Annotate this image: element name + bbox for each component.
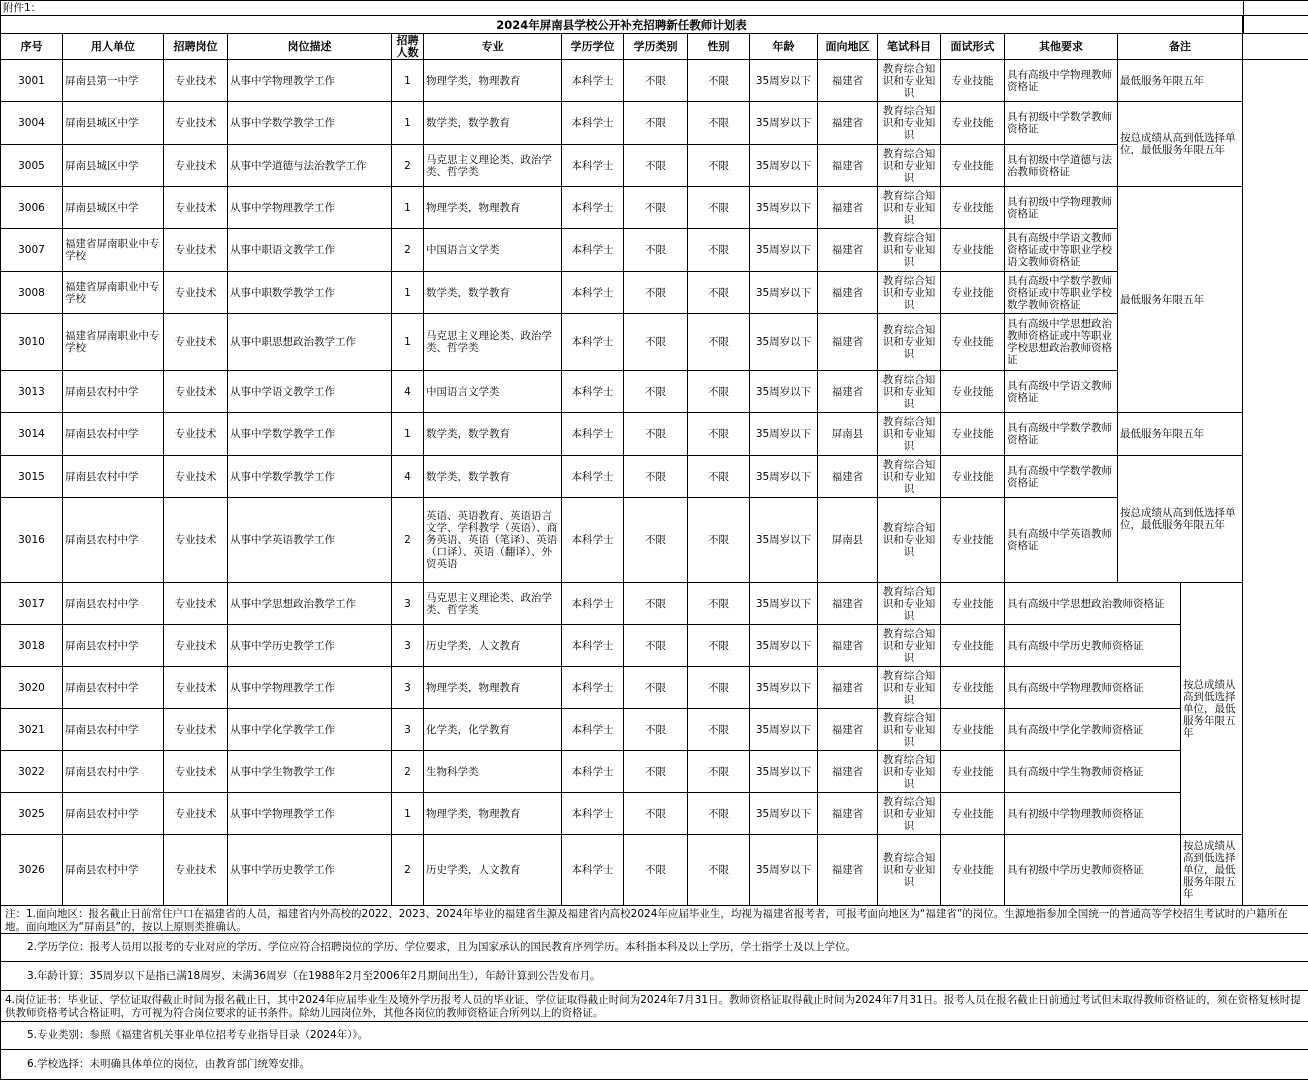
table-cell: 不限: [688, 709, 750, 751]
table-cell: 具有高级中学数学教师资格证: [1005, 413, 1118, 456]
table-cell: 从事中学历史教学工作: [228, 835, 392, 906]
table-cell: 不限: [624, 667, 688, 709]
table-cell: 从事中学语文教学工作: [228, 371, 392, 413]
table-cell: 具有高级中学思想政治教师资格证或中等职业学校思想政治教师资格证: [1005, 314, 1118, 371]
table-cell: 福建省: [818, 835, 878, 906]
table-cell: 屏南县农村中学: [63, 835, 164, 906]
table-cell: 专业技术: [164, 835, 228, 906]
table-cell: 35周岁以下: [750, 793, 818, 835]
remark-cell: 最低服务年限五年: [1118, 187, 1243, 413]
remark-cell: 最低服务年限五年: [1118, 60, 1243, 102]
table-cell: 具有高级中学数学教师资格证: [1005, 456, 1118, 498]
table-cell: 不限: [688, 498, 750, 583]
table-cell: 不限: [624, 102, 688, 145]
table-cell: 从事中职语文教学工作: [228, 229, 392, 272]
table-cell: 不限: [688, 835, 750, 906]
footnote-5: 5.专业类别：参照《福建省机关事业单位招考专业指导目录（2024年）》。: [0, 1022, 1308, 1050]
table-cell: 马克思主义理论类、政治学类、哲学类: [424, 145, 562, 187]
table-cell: 不限: [688, 751, 750, 793]
column-header: 用人单位: [63, 34, 164, 60]
table-cell: 1: [392, 314, 424, 371]
table-cell: 物理学类，物理教育: [424, 60, 562, 102]
title-extra-cell: [1243, 16, 1308, 34]
table-cell: 35周岁以下: [750, 709, 818, 751]
table-cell: 1: [392, 102, 424, 145]
table-cell: 3006: [0, 187, 63, 229]
table-cell: 35周岁以下: [750, 371, 818, 413]
table-cell: 屏南县城区中学: [63, 187, 164, 229]
table-cell: 福建省: [818, 667, 878, 709]
table-cell: 屏南县农村中学: [63, 751, 164, 793]
table-cell: 专业技术: [164, 272, 228, 314]
table-cell: 专业技能: [941, 413, 1005, 456]
table-cell: 专业技能: [941, 751, 1005, 793]
table-cell: 从事中学数学教学工作: [228, 456, 392, 498]
table-cell: 本科学士: [562, 187, 624, 229]
table-cell: 从事中职数学教学工作: [228, 272, 392, 314]
column-header: 序号: [0, 34, 63, 60]
table-cell: 专业技能: [941, 371, 1005, 413]
table-cell: 专业技术: [164, 60, 228, 102]
table-cell: 历史学类，人文教育: [424, 835, 562, 906]
table-cell: 具有高级中学物理教师资格证: [1005, 667, 1181, 709]
table-cell: 不限: [688, 314, 750, 371]
table-cell: 屏南县农村中学: [63, 709, 164, 751]
table-cell: 3: [392, 709, 424, 751]
table-cell: 不限: [688, 187, 750, 229]
table-cell: 本科学士: [562, 229, 624, 272]
table-cell: 35周岁以下: [750, 413, 818, 456]
table-cell: 教育综合知识和专业知识: [878, 835, 941, 906]
table-cell: 从事中学物理教学工作: [228, 187, 392, 229]
table-cell: 不限: [688, 413, 750, 456]
table-cell: 不限: [624, 413, 688, 456]
remark-cell: 按总成绩从高到低选择单位，最低服务年限五年: [1181, 835, 1243, 906]
column-header: 招聘 人数: [392, 34, 424, 60]
table-cell: 屏南县农村中学: [63, 413, 164, 456]
table-cell: 具有初级中学历史教师资格证: [1005, 835, 1181, 906]
table-cell: 3010: [0, 314, 63, 371]
table-cell: 具有高级中学英语教师资格证: [1005, 498, 1118, 583]
table-cell: 不限: [624, 456, 688, 498]
table-cell: 教育综合知识和专业知识: [878, 187, 941, 229]
sheet-corner-cell: [1243, 0, 1308, 16]
table-cell: 从事中学历史教学工作: [228, 625, 392, 667]
table-cell: 专业技术: [164, 751, 228, 793]
table-cell: 专业技术: [164, 456, 228, 498]
table-cell: 具有初级中学数学教师资格证: [1005, 102, 1118, 145]
table-cell: 本科学士: [562, 413, 624, 456]
table-cell: 教育综合知识和专业知识: [878, 625, 941, 667]
table-cell: 专业技术: [164, 413, 228, 456]
footnote-4: 4.岗位证书：毕业证、学位证取得截止时间为报名截止日，其中2024年应届毕业生及境外学历报考人员的毕业证、学位证取得截止时间为2024年7月31日。教师资格证取得截止时间为2024年7月31日。报考人员在报名截止日前通过考试但未取得教师资格证的，须在资格复核时提供教师资格考试合格证明，方可视为符合岗位要求的证书条件。除幼儿园岗位外，其他各岗位的教师资格证合所列以上的资格证。: [0, 991, 1308, 1022]
table-cell: 不限: [688, 667, 750, 709]
table-cell: 不限: [624, 272, 688, 314]
table-cell: 不限: [624, 145, 688, 187]
table-cell: 化学类，化学教育: [424, 709, 562, 751]
table-cell: 教育综合知识和专业知识: [878, 229, 941, 272]
footnote-3: 3.年龄计算：35周岁以下是指已满18周岁、未满36周岁（在1988年2月至2006年2月期间出生），年龄计算到公告发布月。: [0, 962, 1308, 991]
table-cell: 本科学士: [562, 456, 624, 498]
remark-cell: 按总成绩从高到低选择单位，最低服务年限五年: [1118, 102, 1243, 187]
table-cell: 专业技术: [164, 793, 228, 835]
table-cell: 福建省: [818, 102, 878, 145]
table-cell: 不限: [624, 60, 688, 102]
table-cell: 3007: [0, 229, 63, 272]
table-cell: 专业技能: [941, 583, 1005, 625]
table-cell: 数学类，数学教育: [424, 413, 562, 456]
table-cell: 本科学士: [562, 583, 624, 625]
table-cell: 历史学类，人文教育: [424, 625, 562, 667]
table-cell: 专业技能: [941, 498, 1005, 583]
table-cell: 具有初级中学物理教师资格证: [1005, 793, 1181, 835]
table-cell: 不限: [624, 498, 688, 583]
table-cell: 屏南县: [818, 498, 878, 583]
table-cell: 屏南县农村中学: [63, 456, 164, 498]
table-cell: 生物科学类: [424, 751, 562, 793]
table-cell: 福建省: [818, 187, 878, 229]
table-cell: 福建省屏南职业中专学校: [63, 314, 164, 371]
table-cell: 马克思主义理论类、政治学类、哲学类: [424, 583, 562, 625]
table-cell: 具有高级中学语文教师资格证或中等职业学校语文教师资格证: [1005, 229, 1118, 272]
table-cell: 2: [392, 229, 424, 272]
column-header: 学历类别: [624, 34, 688, 60]
table-cell: 福建省: [818, 583, 878, 625]
column-header: 性别: [688, 34, 750, 60]
table-cell: 35周岁以下: [750, 272, 818, 314]
table-cell: 不限: [688, 60, 750, 102]
table-cell: 从事中学道德与法治教学工作: [228, 145, 392, 187]
table-cell: 3018: [0, 625, 63, 667]
table-cell: 1: [392, 793, 424, 835]
table-cell: 屏南县城区中学: [63, 145, 164, 187]
table-cell: 屏南县: [818, 413, 878, 456]
table-cell: 不限: [688, 583, 750, 625]
table-cell: 35周岁以下: [750, 145, 818, 187]
table-cell: 4: [392, 371, 424, 413]
table-cell: 教育综合知识和专业知识: [878, 272, 941, 314]
table-cell: 福建省: [818, 793, 878, 835]
table-cell: 教育综合知识和专业知识: [878, 314, 941, 371]
table-cell: 福建省: [818, 625, 878, 667]
table-cell: 2: [392, 751, 424, 793]
table-cell: 35周岁以下: [750, 498, 818, 583]
column-header: 其他要求: [1005, 34, 1118, 60]
table-cell: 本科学士: [562, 60, 624, 102]
table-cell: 3013: [0, 371, 63, 413]
table-cell: 2: [392, 835, 424, 906]
table-cell: 从事中学数学教学工作: [228, 413, 392, 456]
table-cell: 福建省: [818, 60, 878, 102]
table-cell: 专业技能: [941, 272, 1005, 314]
table-cell: 35周岁以下: [750, 102, 818, 145]
table-cell: 教育综合知识和专业知识: [878, 102, 941, 145]
table-cell: 本科学士: [562, 835, 624, 906]
table-cell: 具有高级中学思想政治教师资格证: [1005, 583, 1181, 625]
table-cell: 专业技能: [941, 229, 1005, 272]
table-cell: 从事中学化学教学工作: [228, 709, 392, 751]
table-cell: 专业技术: [164, 583, 228, 625]
table-cell: 不限: [624, 835, 688, 906]
table-cell: 专业技术: [164, 229, 228, 272]
table-cell: 3: [392, 583, 424, 625]
table-cell: 从事中职思想政治教学工作: [228, 314, 392, 371]
table-cell: 3020: [0, 667, 63, 709]
table-cell: 35周岁以下: [750, 835, 818, 906]
table-cell: 不限: [688, 625, 750, 667]
table-cell: 屏南县第一中学: [63, 60, 164, 102]
column-header: 笔试科目: [878, 34, 941, 60]
table-cell: 具有初级中学物理教师资格证: [1005, 187, 1118, 229]
table-cell: 本科学士: [562, 498, 624, 583]
column-header: 备注: [1118, 34, 1243, 60]
table-cell: 具有高级中学语文教师资格证: [1005, 371, 1118, 413]
table-cell: 英语、英语教育、英语语言文学、学科教学（英语）、商务英语、英语（笔译）、英语（口译）、英语（翻译）、外贸英语: [424, 498, 562, 583]
table-cell: 不限: [688, 145, 750, 187]
column-header: 招聘岗位: [164, 34, 228, 60]
table-cell: 本科学士: [562, 314, 624, 371]
table-cell: 2: [392, 145, 424, 187]
table-cell: 3015: [0, 456, 63, 498]
table-cell: 数学类，数学教育: [424, 456, 562, 498]
page-title: 2024年屏南县学校公开补充招聘新任教师计划表: [0, 16, 1243, 34]
table-cell: 35周岁以下: [750, 625, 818, 667]
column-header: 学历学位: [562, 34, 624, 60]
column-header: 面试形式: [941, 34, 1005, 60]
table-cell: 从事中学物理教学工作: [228, 793, 392, 835]
table-cell: 2: [392, 498, 424, 583]
footnote-6: 6.学校选择：未明确具体单位的岗位，由教育部门统筹安排。: [0, 1050, 1308, 1080]
table-cell: 3001: [0, 60, 63, 102]
table-cell: 35周岁以下: [750, 583, 818, 625]
table-cell: 35周岁以下: [750, 187, 818, 229]
table-cell: 屏南县农村中学: [63, 625, 164, 667]
table-cell: 专业技术: [164, 102, 228, 145]
table-cell: 物理学类，物理教育: [424, 667, 562, 709]
table-cell: 中国语言文学类: [424, 229, 562, 272]
table-cell: 专业技术: [164, 145, 228, 187]
table-cell: 教育综合知识和专业知识: [878, 751, 941, 793]
table-cell: 专业技术: [164, 625, 228, 667]
table-cell: 福建省: [818, 314, 878, 371]
table-cell: 教育综合知识和专业知识: [878, 145, 941, 187]
table-cell: 数学类，数学教育: [424, 102, 562, 145]
table-cell: 教育综合知识和专业知识: [878, 793, 941, 835]
table-cell: 不限: [688, 371, 750, 413]
table-cell: 本科学士: [562, 625, 624, 667]
table-cell: 不限: [624, 314, 688, 371]
table-cell: 具有高级中学生物教师资格证: [1005, 751, 1181, 793]
table-cell: 本科学士: [562, 145, 624, 187]
table-cell: 专业技术: [164, 709, 228, 751]
table-cell: 专业技术: [164, 371, 228, 413]
table-cell: 专业技能: [941, 456, 1005, 498]
table-cell: 福建省: [818, 229, 878, 272]
table-cell: 35周岁以下: [750, 456, 818, 498]
table-cell: 本科学士: [562, 272, 624, 314]
table-cell: 3004: [0, 102, 63, 145]
table-cell: 本科学士: [562, 751, 624, 793]
table-cell: 35周岁以下: [750, 60, 818, 102]
table-cell: 3: [392, 625, 424, 667]
table-cell: 本科学士: [562, 667, 624, 709]
table-cell: 不限: [688, 229, 750, 272]
table-cell: 专业技能: [941, 667, 1005, 709]
table-cell: 专业技能: [941, 102, 1005, 145]
table-cell: 教育综合知识和专业知识: [878, 667, 941, 709]
table-cell: 不限: [624, 625, 688, 667]
table-cell: 福建省: [818, 709, 878, 751]
table-cell: 教育综合知识和专业知识: [878, 456, 941, 498]
column-header: 年龄: [750, 34, 818, 60]
remark-cell: 最低服务年限五年: [1118, 413, 1243, 456]
table-cell: 不限: [624, 187, 688, 229]
table-cell: 教育综合知识和专业知识: [878, 583, 941, 625]
table-cell: 屏南县农村中学: [63, 371, 164, 413]
table-cell: 不限: [624, 793, 688, 835]
table-cell: 教育综合知识和专业知识: [878, 60, 941, 102]
footnote-2: 2.学历学位：报考人员用以报考的专业对应的学历、学位应符合招聘岗位的学历、学位要求，且为国家承认的国民教育序列学历。本科指本科及以上学历，学士指学士及以上学位。: [0, 934, 1308, 962]
table-cell: 不限: [624, 709, 688, 751]
column-header: 面向地区: [818, 34, 878, 60]
table-cell: 35周岁以下: [750, 751, 818, 793]
table-cell: 从事中学英语教学工作: [228, 498, 392, 583]
table-cell: 1: [392, 187, 424, 229]
table-cell: 3025: [0, 793, 63, 835]
table-cell: 不限: [624, 371, 688, 413]
table-cell: 教育综合知识和专业知识: [878, 371, 941, 413]
table-cell: 屏南县农村中学: [63, 498, 164, 583]
table-cell: 屏南县城区中学: [63, 102, 164, 145]
table-cell: 不限: [688, 272, 750, 314]
table-cell: 物理学类，物理教育: [424, 187, 562, 229]
table-cell: 数学类，数学教育: [424, 272, 562, 314]
attachment-label: 附件1：: [0, 0, 1243, 16]
table-cell: 专业技术: [164, 667, 228, 709]
table-cell: 专业技能: [941, 835, 1005, 906]
table-cell: 3016: [0, 498, 63, 583]
table-cell: 专业技术: [164, 498, 228, 583]
table-cell: 35周岁以下: [750, 667, 818, 709]
table-cell: 3022: [0, 751, 63, 793]
table-cell: 福建省屏南职业中专学校: [63, 229, 164, 272]
table-cell: 专业技能: [941, 625, 1005, 667]
table-cell: 4: [392, 456, 424, 498]
table-cell: 专业技能: [941, 793, 1005, 835]
table-cell: 物理学类，物理教育: [424, 793, 562, 835]
table-cell: 屏南县农村中学: [63, 667, 164, 709]
table-cell: 具有高级中学物理教师资格证: [1005, 60, 1118, 102]
table-cell: 屏南县农村中学: [63, 793, 164, 835]
table-cell: 不限: [624, 751, 688, 793]
table-cell: 3017: [0, 583, 63, 625]
table-cell: 屏南县农村中学: [63, 583, 164, 625]
table-cell: 专业技能: [941, 60, 1005, 102]
table-cell: 1: [392, 272, 424, 314]
table-cell: 马克思主义理论类、政治学类、哲学类: [424, 314, 562, 371]
table-cell: 不限: [624, 583, 688, 625]
table-cell: 福建省: [818, 272, 878, 314]
footnote-1: 注：1.面向地区：报名截止日前常住户口在福建省的人员，福建省内外高校的2022、2023、2024年毕业的福建省生源及福建省内高校2024年应届毕业生，均视为福建省报考者，可报考面向地区为“福建省”的岗位。生源地指参加全国统一的普通高等学校招生考试时的户籍所在地。面向地区为“屏南县”的，按以上原则类推确认。: [0, 906, 1308, 934]
table-cell: 具有高级中学历史教师资格证: [1005, 625, 1181, 667]
table-cell: 本科学士: [562, 793, 624, 835]
table-cell: 不限: [688, 102, 750, 145]
column-header: 专业: [424, 34, 562, 60]
table-cell: 3014: [0, 413, 63, 456]
extra-column-cell: [1243, 34, 1308, 60]
table-cell: 3: [392, 667, 424, 709]
table-cell: 3026: [0, 835, 63, 906]
column-header: 岗位描述: [228, 34, 392, 60]
table-cell: 专业技能: [941, 187, 1005, 229]
table-cell: 福建省: [818, 371, 878, 413]
table-cell: 从事中学思想政治教学工作: [228, 583, 392, 625]
table-cell: 1: [392, 413, 424, 456]
table-cell: 福建省: [818, 456, 878, 498]
table-cell: 专业技术: [164, 187, 228, 229]
table-cell: 本科学士: [562, 102, 624, 145]
table-cell: 福建省: [818, 751, 878, 793]
table-cell: 具有高级中学数学教师资格证或中等职业学校数学教师资格证: [1005, 272, 1118, 314]
table-cell: 福建省: [818, 145, 878, 187]
table-cell: 3021: [0, 709, 63, 751]
table-cell: 教育综合知识和专业知识: [878, 498, 941, 583]
table-cell: 教育综合知识和专业知识: [878, 709, 941, 751]
table-cell: 从事中学生物教学工作: [228, 751, 392, 793]
remark-cell: 按总成绩从高到低选择单位，最低服务年限五年: [1118, 456, 1243, 583]
table-cell: 不限: [688, 793, 750, 835]
table-cell: 专业技能: [941, 314, 1005, 371]
table-cell: 从事中学物理教学工作: [228, 60, 392, 102]
table-cell: 1: [392, 60, 424, 102]
table-cell: 3008: [0, 272, 63, 314]
table-cell: 具有高级中学化学教师资格证: [1005, 709, 1181, 751]
table-cell: 从事中学物理教学工作: [228, 667, 392, 709]
table-cell: 3005: [0, 145, 63, 187]
table-cell: 从事中学数学教学工作: [228, 102, 392, 145]
table-cell: 教育综合知识和专业知识: [878, 413, 941, 456]
table-cell: 专业技能: [941, 145, 1005, 187]
table-cell: 35周岁以下: [750, 314, 818, 371]
table-cell: 中国语言文学类: [424, 371, 562, 413]
table-cell: 不限: [624, 229, 688, 272]
table-cell: 具有初级中学道德与法治教师资格证: [1005, 145, 1118, 187]
table-cell: 35周岁以下: [750, 229, 818, 272]
table-cell: 本科学士: [562, 709, 624, 751]
table-cell: 不限: [688, 456, 750, 498]
table-cell: 本科学士: [562, 371, 624, 413]
extra-column-cell: [1243, 60, 1308, 906]
remark-cell: 按总成绩从高到低选择单位，最低服务年限五年: [1181, 583, 1243, 835]
table-cell: 福建省屏南职业中专学校: [63, 272, 164, 314]
table-cell: 专业技术: [164, 314, 228, 371]
table-cell: 专业技能: [941, 709, 1005, 751]
